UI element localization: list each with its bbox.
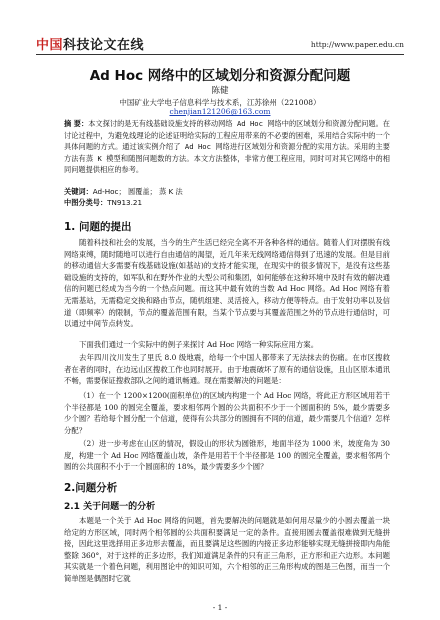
- section-heading: 1. 问题的提出: [64, 221, 132, 233]
- site-logo[interactable]: [36, 34, 144, 53]
- classification-number: TN913.21: [107, 198, 143, 207]
- paragraph: 随着科技和社会的发展，当今的生产生活已经完全离不开各种各样的通信。随着人们对摆脱有线网络束缚，随时随地可以进行自由通信的渴望，近几年来无线网络通信得到了迅速的发展。但是目前的移动通信大多需要有线基础设施(如基站)的支持才能实现，在现实中的很多情况下，是没有这些基础设施的支持的，如军队和在野外作业的大型公司和集团，如何能够在这种环境中及时有效的解决通信的问题已经成为当今的一个热点问题。而这其中最有效的当数 Ad Hoc 网络。Ad Hoc 网络有着无需基站，无需稳定交换和路由节点，随机组建、灵活接入，移动方便等特点。由于发射功率以及信道（即频率）的限制，节点的覆盖范围有限，当某个节点要与其覆盖范围之外的节点进行通信时，可以通过中间节点转发。: [64, 238, 390, 329]
- paragraph: （1）在一个 1200×1200(面积单位)的区域内构建一个 Ad Hoc 网络，将此正方形区域用若干个半径都是 100 的圆完全覆盖，要求相邻两个圆的公共面积不少于一个圆面积的 5%，最少需要多少个圆？若给每个圆分配一个信道，使得有公共部分的圆拥有不同的信道，最少需要几个信道？怎样分配？: [64, 391, 390, 435]
- keywords-label: 关键词：: [64, 187, 93, 196]
- paragraph: （2）进一步考虑在山区的情况，假设山的形状为圆锥形，地面半径为 1000 米，坡度角为 30 度，构建一个 Ad Hoc 网络覆盖山坡，条件是用若干个半径都是 100 的圆完全覆盖，要求相邻两个圆的公共面积不小于一个圆面积的 18%，最少需要多少个圆？: [64, 439, 390, 472]
- paragraph: 本题是一个关于 Ad Hoc 网络的问题，首先要解决的问题就是如何用尽量少的小圆去覆盖一块给定的方形区域，同时两个相邻圆的公共面积要满足一定的条件。直接用圆去覆盖很难做到无缝拼接，因此这里选择用正多边形去覆盖，而且要满足这些圆的内接正多边形能够实现无缝拼接即内角能整除 360°，对于这样的正多边形，我们知道满足条件的只有正三角形，正方形和正六边形。本问题其实就是一个着色问题，利用图论中的知识可知，六个相邻的正三角形构成的图是三色图，而当一个简单图是偶图时它就: [64, 516, 390, 583]
- section-heading: 2.问题分析: [64, 482, 118, 494]
- classification-line: [64, 197, 390, 208]
- page-number: - 1 -: [212, 603, 228, 612]
- keywords-line: [64, 186, 390, 197]
- paragraph: 去年四川汶川发生了里氏 8.0 级地震，给每一个中国人都带来了无法抹去的伤痛。在市区搜救者在者的同时，在边远山区搜救工作也同时展开。由于地震破坏了原有的通信设施，且山区原本通讯不畅，需要保证搜救部队之间的通讯畅通。现在需要解决的问题是：: [64, 353, 390, 386]
- paragraph: 下面我们通过一个实际中的例子来探讨 Ad Hoc 网络一种实际应用方案。: [79, 340, 319, 349]
- author-email: [36, 107, 404, 116]
- abstract-label: 摘 要：: [64, 119, 89, 128]
- logo-red-text: 中国: [36, 38, 64, 53]
- keywords-text: Ad-Hoc； 圆覆盖； 蒸 K 法: [92, 187, 183, 196]
- site-header: [36, 30, 404, 55]
- logo-dark-text: 科技论文在线: [63, 38, 145, 53]
- email-link[interactable]: chenjian121206@163.com: [169, 107, 271, 116]
- abstract: [64, 118, 390, 176]
- site-url[interactable]: http://www.paper.edu.cn: [310, 40, 404, 49]
- abstract-text: 本文探讨的是无有线基础设施支持的移动网络 Ad Hoc 网络中的区域划分和资源分配问题。在讨论过程中，为避免线理论的论述证明给实际的工程应用带来的不必要的困难，采用结合实际中的一个具体问题的方式。通过该实例介绍了 Ad Hoc 网络进行区域划分和资源分配的实用方法。采用的主要方法有蒸 K 模型和随图问题数的方法。本文方法整体，非常方便工程应用，同时可对其它网络中的相同问题提供相应的参考。: [64, 119, 390, 174]
- paper-affiliation: 中国矿业大学电子信息科学与技术系，江苏徐州（221008）: [119, 98, 321, 107]
- classification-label: 中图分类号：: [64, 198, 108, 207]
- subsection-heading: 2.1 关于问题一的分析: [64, 502, 156, 512]
- paper-author: 陈健: [211, 86, 229, 96]
- paper-title: Ad Hoc 网络中的区域划分和资源分配问题: [89, 68, 351, 84]
